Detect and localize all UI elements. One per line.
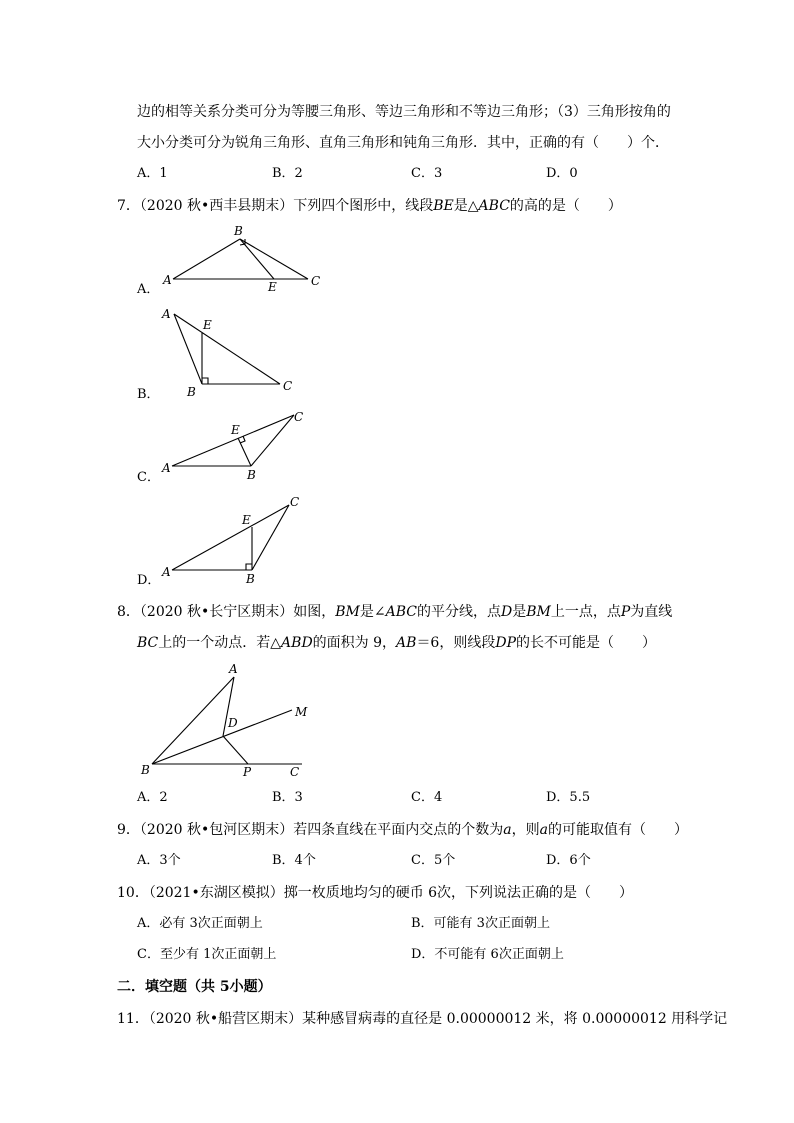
q8-l2c: ＝6，则线段	[416, 635, 496, 651]
figure-7a-side-bc	[240, 239, 308, 279]
question6-option-d: D．0	[546, 166, 578, 181]
figure-7b-side-ab	[174, 314, 202, 384]
question10-stem: 10．（2021•东湖区模拟）掷一枚质地均匀的硬币 6次，下列说法正确的是（ ）	[117, 885, 634, 901]
q9-a1: a	[503, 822, 512, 838]
question6-option-b: B．2	[272, 166, 303, 181]
q8-l1d: 是	[512, 604, 527, 620]
question7-triangle-abc: ABC	[478, 198, 510, 214]
figure-7a-segment-be	[240, 239, 274, 279]
figure-7d-label-e: E	[242, 513, 251, 527]
q8-l1e: 上一点，点	[550, 604, 621, 620]
figure-7d	[172, 505, 289, 570]
q9-mid: ，则	[511, 822, 540, 838]
question7-mid: 是△	[453, 198, 479, 214]
question7-option-a-label: A．	[137, 282, 160, 297]
figure-7c-label-b: B	[247, 468, 256, 482]
question7-prefix: 7．（2020 秋•西丰县期末）下列四个图形中，线段	[117, 198, 434, 214]
figure-7d-right-angle-mark	[246, 564, 252, 570]
question7-option-b-label: B．	[137, 387, 160, 402]
q9-a2: a	[539, 822, 548, 838]
figure-7a-label-b: B	[234, 224, 243, 238]
question9-option-c: C．5个	[411, 853, 456, 868]
question8-option-d: D．5.5	[546, 790, 591, 805]
figure-7c-label-a: A	[162, 461, 171, 475]
figure-7d-label-b: B	[246, 572, 255, 586]
figure-8-label-c: C	[290, 765, 300, 779]
figure-7a-label-c: C	[311, 274, 321, 288]
figure-8-side-ba	[152, 677, 234, 764]
figure-8-segment-dp	[223, 736, 248, 764]
question9-stem	[117, 821, 688, 839]
figure-7b-label-a: A	[162, 307, 171, 321]
figure-8	[152, 677, 302, 764]
figure-7b-label-b: B	[187, 385, 196, 399]
question10-option-d: D．不可能有 6次正面朝上	[411, 947, 564, 962]
q8-l1a: 8．（2020 秋•长宁区期末）如图，	[117, 604, 336, 620]
q8-l2b: 的面积为 9，	[312, 635, 397, 651]
question6-option-c: C．3	[411, 166, 443, 181]
figure-7c-side-bc	[251, 415, 294, 466]
question11-stem: 11．（2020 秋•船营区期末）某种感冒病毒的直径是 0.00000012 米，将 0.00000012 用科学记	[117, 1011, 728, 1027]
question6-text-line1: 边的相等关系分类可分为等腰三角形、等边三角形和不等边三角形；（3）三角形按角的	[137, 104, 671, 120]
q8-d: D	[500, 604, 513, 620]
figure-8-label-a: A	[229, 662, 238, 676]
figure-7c-segment-be	[238, 438, 251, 466]
q8-dp: DP	[495, 635, 517, 651]
q8-l1b: 是∠	[359, 604, 386, 620]
figure-7b-label-c: C	[283, 379, 293, 393]
figure-7a-label-e: E	[268, 280, 277, 294]
q8-bm: BM	[335, 604, 360, 620]
figure-7b-label-e: E	[203, 318, 212, 332]
q8-abc: ABC	[385, 604, 417, 620]
question6-option-a: A．1	[137, 166, 168, 181]
question8-option-a: A．2	[137, 790, 168, 805]
section2-title: 二．填空题（共 5小题）	[117, 979, 272, 995]
q8-l1f: 为直线	[630, 604, 673, 620]
q8-l2d: 的长不可能是（ ）	[516, 635, 657, 651]
q8-bm2: BM	[526, 604, 551, 620]
figure-8-ray-bm	[152, 710, 292, 764]
q8-l1c: 的平分线，点	[416, 604, 501, 620]
figure-8-label-m: M	[295, 705, 308, 719]
figure-8-label-d: D	[228, 716, 238, 730]
q8-l2a: 上的一个动点．若△	[158, 635, 282, 651]
question10-option-b: B．可能有 3次正面朝上	[411, 916, 550, 931]
question10-option-a: A．必有 3次正面朝上	[137, 916, 263, 931]
figure-7a-side-ab	[173, 239, 240, 279]
q9-suffix: 的可能取值有（ ）	[547, 822, 688, 838]
figure-7b	[174, 314, 280, 384]
q9-prefix: 9．（2020 秋•包河区期末）若四条直线在平面内交点的个数为	[117, 822, 504, 838]
question8-stem-line2	[137, 634, 656, 652]
q8-bc: BC	[137, 635, 159, 651]
figure-8-label-b: B	[141, 763, 150, 777]
figure-7b-right-angle-mark	[202, 378, 208, 384]
question7-option-d-label: D．	[137, 573, 161, 588]
question8-option-b: B．3	[272, 790, 303, 805]
question8-stem-line1	[117, 603, 672, 621]
question10-option-c: C．至少有 1次正面朝上	[137, 947, 277, 962]
figure-7a	[173, 239, 308, 279]
question9-option-b: B．4个	[272, 853, 316, 868]
question6-text-line2: 大小分类可分为锐角三角形、直角三角形和钝角三角形．其中，正确的有（ ）个．	[137, 135, 669, 151]
question9-option-a: A．3个	[137, 853, 181, 868]
question7-option-c-label: C．	[137, 470, 160, 485]
figure-7b-side-ac	[174, 314, 280, 384]
figure-7c-label-e: E	[231, 423, 240, 437]
question7-suffix: 的高的是（ ）	[509, 198, 622, 214]
question7-segment-be: BE	[433, 198, 454, 214]
q8-abd: ABD	[281, 635, 313, 651]
figure-7d-label-a: A	[162, 565, 171, 579]
figure-7d-label-c: C	[290, 495, 300, 509]
figure-7c-label-c: C	[294, 410, 304, 424]
figure-8-label-p: P	[243, 765, 252, 779]
question8-option-c: C．4	[411, 790, 443, 805]
figure-7a-label-a: A	[163, 273, 172, 287]
figure-7d-side-ac	[172, 505, 289, 570]
question9-option-d: D．6个	[546, 853, 591, 868]
q8-ab: AB	[396, 635, 417, 651]
q8-p: P	[620, 604, 631, 620]
